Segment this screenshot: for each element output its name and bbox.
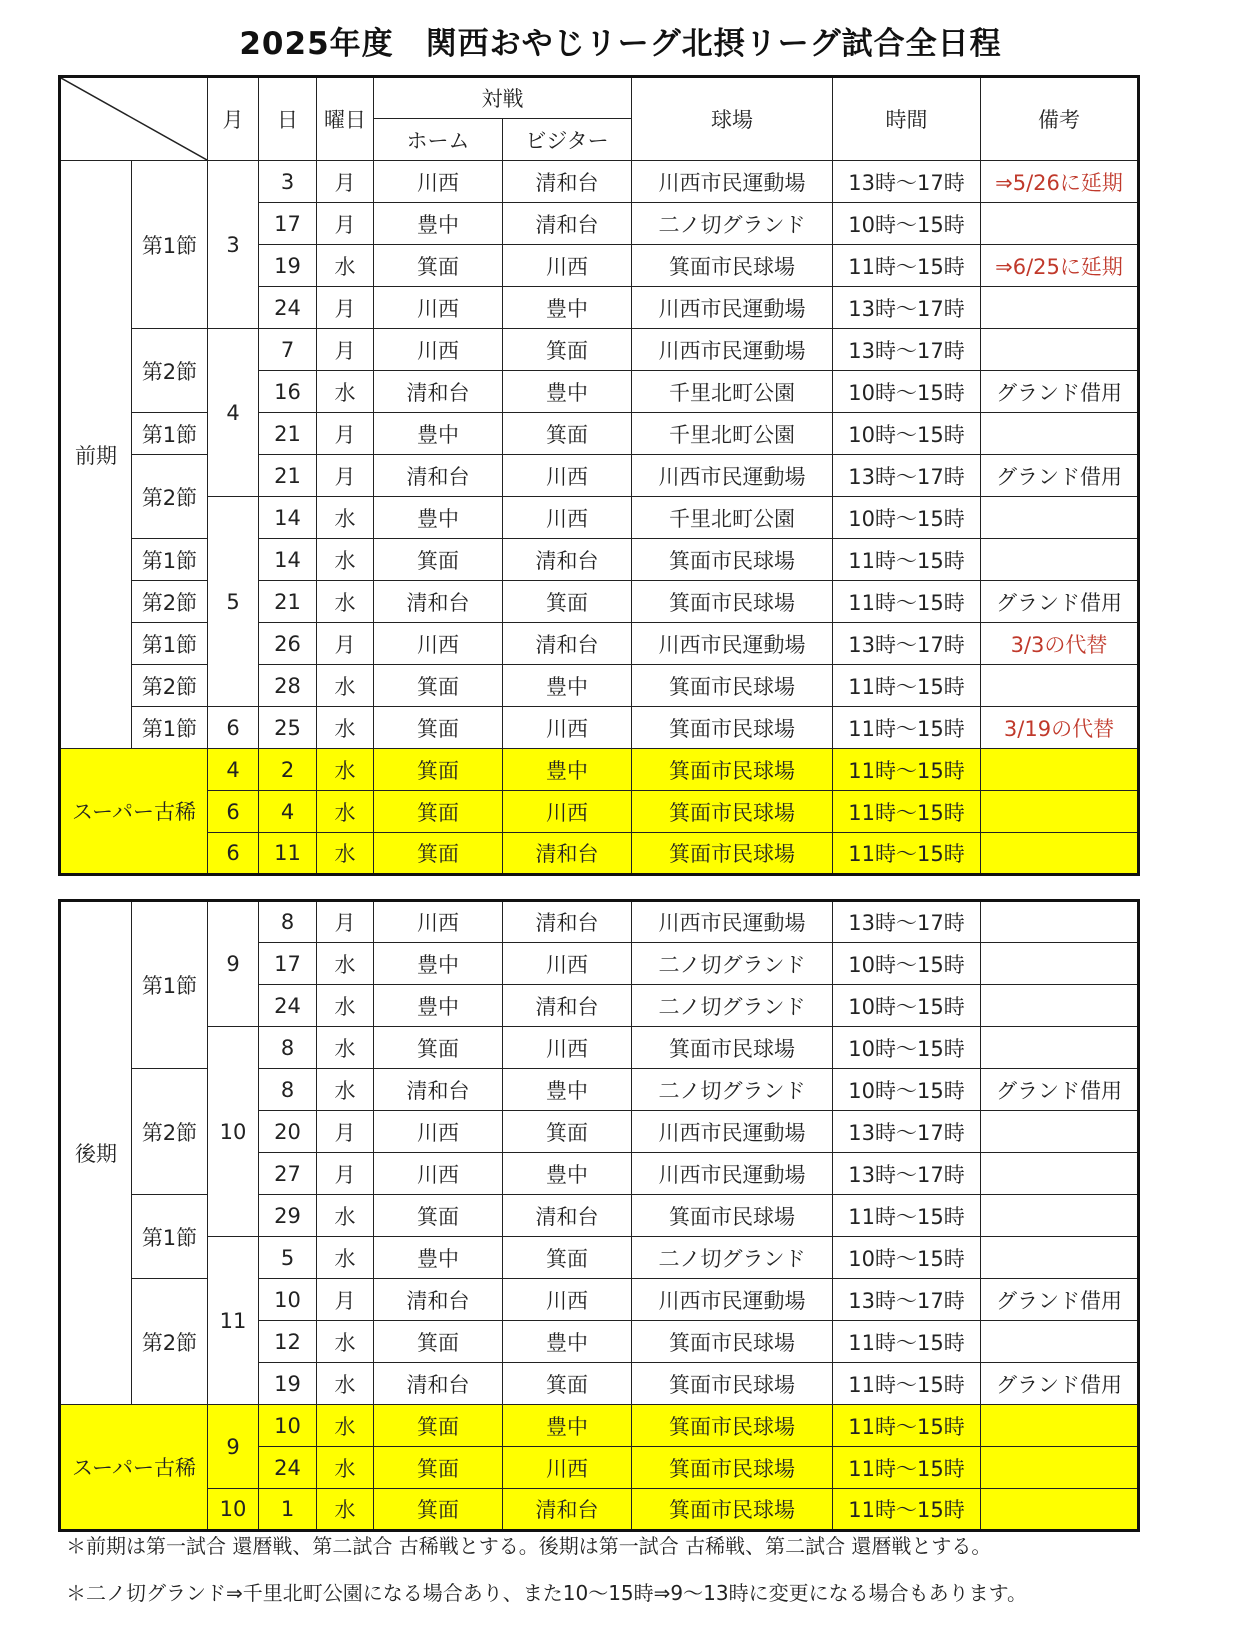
time-cell: 11時〜15時 <box>833 581 981 623</box>
visitor-cell: 川西 <box>503 707 632 749</box>
note-cell: 3/19の代替 <box>981 707 1139 749</box>
visitor-cell: 豊中 <box>503 665 632 707</box>
note-cell <box>981 1111 1139 1153</box>
section-label: 第1節 <box>132 1195 208 1279</box>
header-visitor: ビジター <box>503 119 632 161</box>
visitor-cell: 川西 <box>503 1027 632 1069</box>
section-label: 第1節 <box>132 707 208 749</box>
ground-cell: 川西市民運動場 <box>632 329 833 371</box>
page-title: 2025年度 関西おやじリーグ北摂リーグ試合全日程 <box>239 26 1002 62</box>
note-cell <box>981 749 1139 791</box>
note-cell <box>981 329 1139 371</box>
weekday-cell: 月 <box>317 203 374 245</box>
period-label: 後期 <box>60 901 132 1405</box>
note-cell <box>981 497 1139 539</box>
note-cell <box>981 1489 1139 1531</box>
visitor-cell: 豊中 <box>503 1069 632 1111</box>
month-cell: 3 <box>208 161 259 329</box>
day-cell: 28 <box>259 665 317 707</box>
time-cell: 11時〜15時 <box>833 833 981 875</box>
note-cell: グランド借用 <box>981 581 1139 623</box>
time-cell: 13時〜17時 <box>833 623 981 665</box>
month-cell: 6 <box>208 791 259 833</box>
time-cell: 10時〜15時 <box>833 497 981 539</box>
table-row <box>60 329 1139 371</box>
day-cell: 12 <box>259 1321 317 1363</box>
weekday-cell: 月 <box>317 161 374 203</box>
ground-cell: 川西市民運動場 <box>632 287 833 329</box>
day-cell: 5 <box>259 1237 317 1279</box>
note-cell: ⇒6/25に延期 <box>981 245 1139 287</box>
footnote: ＊二ノ切グランド⇒千里北町公園になる場合あり、また10〜15時⇒9〜13時に変更になる場合もあります。 <box>66 1581 1027 1605</box>
home-cell: 箕面 <box>374 1489 503 1531</box>
ground-cell: 二ノ切グランド <box>632 943 833 985</box>
weekday-cell: 月 <box>317 1111 374 1153</box>
time-cell: 13時〜17時 <box>833 1153 981 1195</box>
visitor-cell: 川西 <box>503 791 632 833</box>
day-cell: 8 <box>259 901 317 943</box>
table-row <box>60 1489 1139 1531</box>
header-weekday: 曜日 <box>317 77 374 161</box>
home-cell: 箕面 <box>374 707 503 749</box>
weekday-cell: 月 <box>317 1279 374 1321</box>
weekday-cell: 水 <box>317 1405 374 1447</box>
table-row <box>60 1237 1139 1279</box>
home-cell: 清和台 <box>374 1363 503 1405</box>
home-cell: 川西 <box>374 287 503 329</box>
ground-cell: 箕面市民球場 <box>632 245 833 287</box>
visitor-cell: 清和台 <box>503 161 632 203</box>
table-row <box>60 707 1139 749</box>
month-cell: 11 <box>208 1237 259 1405</box>
time-cell: 13時〜17時 <box>833 161 981 203</box>
weekday-cell: 水 <box>317 371 374 413</box>
note-cell <box>981 1195 1139 1237</box>
table-row <box>60 1405 1139 1447</box>
day-cell: 14 <box>259 539 317 581</box>
time-cell: 13時〜17時 <box>833 455 981 497</box>
section-label: 第1節 <box>132 901 208 1069</box>
table-row <box>60 749 1139 791</box>
time-cell: 10時〜15時 <box>833 943 981 985</box>
visitor-cell: 清和台 <box>503 623 632 665</box>
ground-cell: 千里北町公園 <box>632 497 833 539</box>
weekday-cell: 水 <box>317 1363 374 1405</box>
home-cell: 豊中 <box>374 203 503 245</box>
note-cell <box>981 1447 1139 1489</box>
visitor-cell: 豊中 <box>503 749 632 791</box>
time-cell: 10時〜15時 <box>833 203 981 245</box>
time-cell: 11時〜15時 <box>833 1195 981 1237</box>
ground-cell: 千里北町公園 <box>632 413 833 455</box>
weekday-cell: 月 <box>317 623 374 665</box>
visitor-cell: 豊中 <box>503 287 632 329</box>
ground-cell: 箕面市民球場 <box>632 1195 833 1237</box>
table-row <box>60 497 1139 539</box>
day-cell: 8 <box>259 1027 317 1069</box>
second-half-table <box>58 899 1140 1532</box>
visitor-cell: 清和台 <box>503 203 632 245</box>
section-label: 第2節 <box>132 581 208 623</box>
ground-cell: 箕面市民球場 <box>632 665 833 707</box>
home-cell: 豊中 <box>374 413 503 455</box>
time-cell: 11時〜15時 <box>833 1447 981 1489</box>
weekday-cell: 水 <box>317 1069 374 1111</box>
home-cell: 清和台 <box>374 371 503 413</box>
day-cell: 20 <box>259 1111 317 1153</box>
ground-cell: 箕面市民球場 <box>632 539 833 581</box>
note-cell <box>981 203 1139 245</box>
note-cell <box>981 791 1139 833</box>
day-cell: 7 <box>259 329 317 371</box>
note-cell: グランド借用 <box>981 371 1139 413</box>
note-cell <box>981 943 1139 985</box>
time-cell: 13時〜17時 <box>833 1279 981 1321</box>
note-cell <box>981 539 1139 581</box>
section-label: 第2節 <box>132 329 208 413</box>
header-diagonal-cell <box>60 77 208 161</box>
section-label: 第2節 <box>132 1279 208 1405</box>
home-cell: 川西 <box>374 329 503 371</box>
ground-cell: 二ノ切グランド <box>632 203 833 245</box>
time-cell: 11時〜15時 <box>833 707 981 749</box>
table-row <box>60 161 1139 203</box>
section-label: 第2節 <box>132 1069 208 1195</box>
time-cell: 11時〜15時 <box>833 1321 981 1363</box>
day-cell: 1 <box>259 1489 317 1531</box>
time-cell: 13時〜17時 <box>833 1111 981 1153</box>
home-cell: 川西 <box>374 623 503 665</box>
weekday-cell: 水 <box>317 943 374 985</box>
ground-cell: 箕面市民球場 <box>632 1321 833 1363</box>
day-cell: 2 <box>259 749 317 791</box>
home-cell: 箕面 <box>374 791 503 833</box>
day-cell: 24 <box>259 287 317 329</box>
time-cell: 10時〜15時 <box>833 371 981 413</box>
time-cell: 10時〜15時 <box>833 413 981 455</box>
super-koki-label: スーパー古稀 <box>60 1405 208 1531</box>
time-cell: 13時〜17時 <box>833 329 981 371</box>
ground-cell: 箕面市民球場 <box>632 1447 833 1489</box>
month-cell: 5 <box>208 497 259 707</box>
day-cell: 17 <box>259 943 317 985</box>
header-match: 対戦 <box>374 77 632 119</box>
weekday-cell: 水 <box>317 749 374 791</box>
ground-cell: 川西市民運動場 <box>632 1111 833 1153</box>
time-cell: 10時〜15時 <box>833 1069 981 1111</box>
home-cell: 豊中 <box>374 497 503 539</box>
note-cell <box>981 665 1139 707</box>
table-row <box>60 833 1139 875</box>
visitor-cell: 清和台 <box>503 539 632 581</box>
visitor-cell: 川西 <box>503 245 632 287</box>
visitor-cell: 川西 <box>503 455 632 497</box>
note-cell: ⇒5/26に延期 <box>981 161 1139 203</box>
ground-cell: 箕面市民球場 <box>632 1489 833 1531</box>
ground-cell: 箕面市民球場 <box>632 1027 833 1069</box>
ground-cell: 川西市民運動場 <box>632 161 833 203</box>
header-day: 日 <box>259 77 317 161</box>
weekday-cell: 水 <box>317 1447 374 1489</box>
weekday-cell: 水 <box>317 245 374 287</box>
weekday-cell: 水 <box>317 581 374 623</box>
visitor-cell: 清和台 <box>503 1195 632 1237</box>
time-cell: 10時〜15時 <box>833 985 981 1027</box>
visitor-cell: 箕面 <box>503 1237 632 1279</box>
visitor-cell: 箕面 <box>503 329 632 371</box>
section-label: 第1節 <box>132 413 208 455</box>
section-label: 第1節 <box>132 539 208 581</box>
home-cell: 箕面 <box>374 833 503 875</box>
note-cell <box>981 1405 1139 1447</box>
home-cell: 箕面 <box>374 1195 503 1237</box>
home-cell: 豊中 <box>374 1237 503 1279</box>
header-home: ホーム <box>374 119 503 161</box>
visitor-cell: 箕面 <box>503 581 632 623</box>
day-cell: 14 <box>259 497 317 539</box>
time-cell: 11時〜15時 <box>833 665 981 707</box>
weekday-cell: 水 <box>317 1489 374 1531</box>
weekday-cell: 月 <box>317 1153 374 1195</box>
weekday-cell: 月 <box>317 455 374 497</box>
ground-cell: 川西市民運動場 <box>632 623 833 665</box>
header-time: 時間 <box>833 77 981 161</box>
note-cell: 3/3の代替 <box>981 623 1139 665</box>
day-cell: 3 <box>259 161 317 203</box>
home-cell: 箕面 <box>374 1027 503 1069</box>
time-cell: 11時〜15時 <box>833 245 981 287</box>
weekday-cell: 水 <box>317 833 374 875</box>
first-half-table <box>58 75 1140 876</box>
header-ground: 球場 <box>632 77 833 161</box>
day-cell: 11 <box>259 833 317 875</box>
note-cell <box>981 901 1139 943</box>
weekday-cell: 月 <box>317 287 374 329</box>
note-cell: グランド借用 <box>981 1069 1139 1111</box>
day-cell: 10 <box>259 1279 317 1321</box>
section-label: 第1節 <box>132 161 208 329</box>
day-cell: 25 <box>259 707 317 749</box>
visitor-cell: 箕面 <box>503 1363 632 1405</box>
weekday-cell: 月 <box>317 413 374 455</box>
visitor-cell: 豊中 <box>503 371 632 413</box>
weekday-cell: 水 <box>317 497 374 539</box>
home-cell: 豊中 <box>374 985 503 1027</box>
home-cell: 川西 <box>374 1111 503 1153</box>
home-cell: 箕面 <box>374 1321 503 1363</box>
day-cell: 29 <box>259 1195 317 1237</box>
time-cell: 13時〜17時 <box>833 901 981 943</box>
ground-cell: 川西市民運動場 <box>632 1153 833 1195</box>
weekday-cell: 水 <box>317 665 374 707</box>
day-cell: 4 <box>259 791 317 833</box>
super-koki-label: スーパー古稀 <box>60 749 208 875</box>
time-cell: 11時〜15時 <box>833 749 981 791</box>
note-cell: グランド借用 <box>981 455 1139 497</box>
visitor-cell: 豊中 <box>503 1153 632 1195</box>
month-cell: 9 <box>208 1405 259 1489</box>
weekday-cell: 水 <box>317 985 374 1027</box>
note-cell <box>981 1153 1139 1195</box>
visitor-cell: 清和台 <box>503 1489 632 1531</box>
time-cell: 10時〜15時 <box>833 1237 981 1279</box>
visitor-cell: 川西 <box>503 1447 632 1489</box>
visitor-cell: 豊中 <box>503 1405 632 1447</box>
home-cell: 川西 <box>374 901 503 943</box>
note-cell <box>981 1027 1139 1069</box>
time-cell: 10時〜15時 <box>833 1027 981 1069</box>
home-cell: 箕面 <box>374 1447 503 1489</box>
weekday-cell: 水 <box>317 1321 374 1363</box>
day-cell: 16 <box>259 371 317 413</box>
time-cell: 13時〜17時 <box>833 287 981 329</box>
day-cell: 17 <box>259 203 317 245</box>
ground-cell: 箕面市民球場 <box>632 581 833 623</box>
ground-cell: 箕面市民球場 <box>632 707 833 749</box>
day-cell: 21 <box>259 413 317 455</box>
period-label: 前期 <box>60 161 132 749</box>
note-cell <box>981 413 1139 455</box>
table-row <box>60 1027 1139 1069</box>
weekday-cell: 水 <box>317 1027 374 1069</box>
day-cell: 8 <box>259 1069 317 1111</box>
ground-cell: 箕面市民球場 <box>632 1363 833 1405</box>
ground-cell: 箕面市民球場 <box>632 749 833 791</box>
weekday-cell: 水 <box>317 707 374 749</box>
weekday-cell: 水 <box>317 1195 374 1237</box>
ground-cell: 二ノ切グランド <box>632 985 833 1027</box>
ground-cell: 二ノ切グランド <box>632 1237 833 1279</box>
home-cell: 箕面 <box>374 665 503 707</box>
visitor-cell: 箕面 <box>503 413 632 455</box>
day-cell: 10 <box>259 1405 317 1447</box>
note-cell: グランド借用 <box>981 1279 1139 1321</box>
time-cell: 11時〜15時 <box>833 1363 981 1405</box>
month-cell: 4 <box>208 329 259 497</box>
day-cell: 19 <box>259 245 317 287</box>
visitor-cell: 清和台 <box>503 833 632 875</box>
month-cell: 10 <box>208 1489 259 1531</box>
home-cell: 箕面 <box>374 1405 503 1447</box>
note-cell <box>981 985 1139 1027</box>
ground-cell: 箕面市民球場 <box>632 833 833 875</box>
day-cell: 26 <box>259 623 317 665</box>
time-cell: 11時〜15時 <box>833 539 981 581</box>
visitor-cell: 川西 <box>503 943 632 985</box>
weekday-cell: 水 <box>317 1237 374 1279</box>
month-cell: 6 <box>208 833 259 875</box>
visitor-cell: 川西 <box>503 1279 632 1321</box>
day-cell: 21 <box>259 455 317 497</box>
home-cell: 清和台 <box>374 581 503 623</box>
note-cell: グランド借用 <box>981 1363 1139 1405</box>
table-row <box>60 901 1139 943</box>
home-cell: 清和台 <box>374 1279 503 1321</box>
day-cell: 27 <box>259 1153 317 1195</box>
visitor-cell: 清和台 <box>503 901 632 943</box>
time-cell: 11時〜15時 <box>833 1405 981 1447</box>
day-cell: 21 <box>259 581 317 623</box>
visitor-cell: 豊中 <box>503 1321 632 1363</box>
day-cell: 19 <box>259 1363 317 1405</box>
footnote: ＊前期は第一試合 還暦戦、第二試合 古稀戦とする。後期は第一試合 古稀戦、第二試合 還暦戦とする。 <box>66 1534 992 1558</box>
day-cell: 24 <box>259 1447 317 1489</box>
home-cell: 豊中 <box>374 943 503 985</box>
home-cell: 清和台 <box>374 1069 503 1111</box>
visitor-cell: 川西 <box>503 497 632 539</box>
month-cell: 4 <box>208 749 259 791</box>
note-cell <box>981 1321 1139 1363</box>
home-cell: 清和台 <box>374 455 503 497</box>
time-cell: 11時〜15時 <box>833 791 981 833</box>
home-cell: 川西 <box>374 1153 503 1195</box>
table-row <box>60 791 1139 833</box>
ground-cell: 箕面市民球場 <box>632 1405 833 1447</box>
visitor-cell: 清和台 <box>503 985 632 1027</box>
ground-cell: 箕面市民球場 <box>632 791 833 833</box>
month-cell: 10 <box>208 1027 259 1237</box>
header-month: 月 <box>208 77 259 161</box>
weekday-cell: 月 <box>317 329 374 371</box>
home-cell: 箕面 <box>374 749 503 791</box>
note-cell <box>981 1237 1139 1279</box>
ground-cell: 川西市民運動場 <box>632 901 833 943</box>
month-cell: 6 <box>208 707 259 749</box>
weekday-cell: 月 <box>317 901 374 943</box>
day-cell: 24 <box>259 985 317 1027</box>
header-note: 備考 <box>981 77 1139 161</box>
home-cell: 川西 <box>374 161 503 203</box>
time-cell: 11時〜15時 <box>833 1489 981 1531</box>
section-label: 第2節 <box>132 665 208 707</box>
month-cell: 9 <box>208 901 259 1027</box>
home-cell: 箕面 <box>374 245 503 287</box>
weekday-cell: 水 <box>317 539 374 581</box>
ground-cell: 二ノ切グランド <box>632 1069 833 1111</box>
note-cell <box>981 833 1139 875</box>
ground-cell: 千里北町公園 <box>632 371 833 413</box>
ground-cell: 川西市民運動場 <box>632 1279 833 1321</box>
home-cell: 箕面 <box>374 539 503 581</box>
note-cell <box>981 287 1139 329</box>
section-label: 第2節 <box>132 455 208 539</box>
weekday-cell: 水 <box>317 791 374 833</box>
visitor-cell: 箕面 <box>503 1111 632 1153</box>
ground-cell: 川西市民運動場 <box>632 455 833 497</box>
section-label: 第1節 <box>132 623 208 665</box>
